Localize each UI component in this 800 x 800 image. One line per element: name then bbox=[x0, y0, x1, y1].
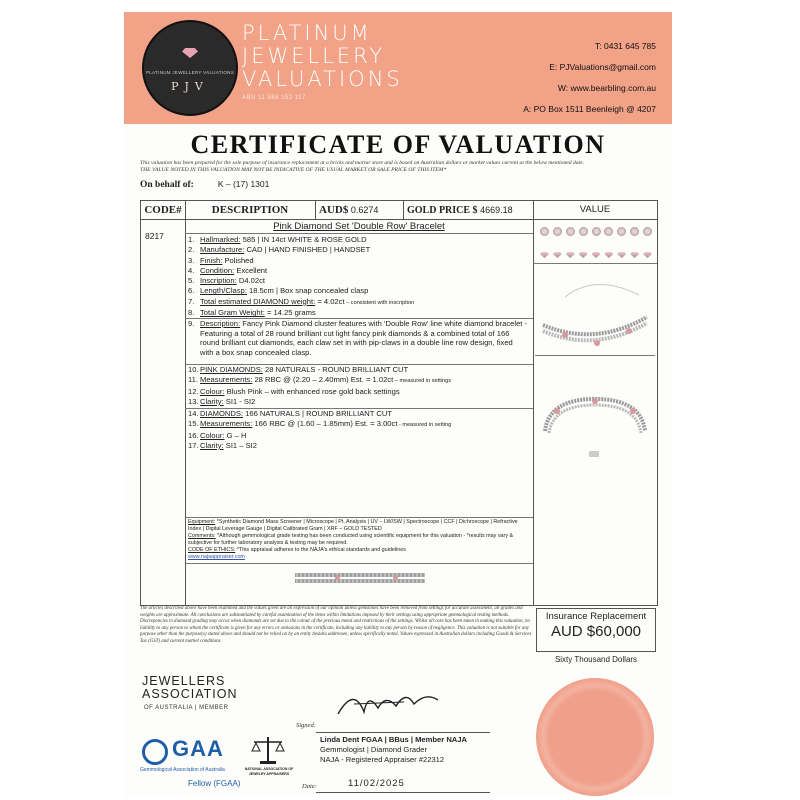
row-value: 585 | IN 14ct WHITE & ROSE GOLD bbox=[240, 235, 367, 244]
signer-details bbox=[320, 735, 467, 765]
certificate-page bbox=[124, 12, 672, 797]
detail-row bbox=[188, 235, 528, 245]
signer-name: Linda Dent FGAA | BBus | Member NAJA bbox=[320, 735, 467, 744]
on-behalf-of bbox=[140, 179, 269, 190]
row-key: PINK DIAMONDS: bbox=[200, 365, 263, 374]
row-number: 5. bbox=[188, 276, 195, 286]
row-key: Measurements: bbox=[200, 375, 253, 385]
gold-label: GOLD PRICE $ bbox=[407, 205, 478, 216]
row-note: – consistent with inscription bbox=[344, 299, 415, 306]
row-number: 11. bbox=[188, 375, 198, 385]
detail-row bbox=[188, 365, 528, 375]
diamond-icon bbox=[553, 252, 562, 258]
row-number: 17. bbox=[188, 440, 199, 450]
gaa-subtitle: Gemmological Association of Australia bbox=[140, 767, 225, 773]
row-value: 166 NATURALS | ROUND BRILLIANT CUT bbox=[243, 409, 393, 418]
phone: T: 0431 645 785 bbox=[595, 41, 656, 51]
diamond-icon bbox=[566, 252, 575, 258]
contact-details bbox=[523, 36, 656, 120]
intro-line: This valuation has been prepared for the sole purpose of insurance replacement at a bricks and mortar store and is based on Australian dollars or market values current at the below mentioned date. bbox=[140, 160, 584, 166]
ja-subtitle: OF AUSTRALIA | MEMBER bbox=[144, 705, 229, 711]
valuation-date: 11/02/2025 bbox=[348, 778, 405, 789]
row-value: 28 NATURALS - ROUND BRILLIANT CUT bbox=[262, 365, 409, 374]
item-title: Pink Diamond Set 'Double Row' Bracelet bbox=[273, 221, 445, 232]
diamond-icon bbox=[617, 252, 626, 258]
detail-row bbox=[188, 276, 528, 286]
row-key: DIAMONDS: bbox=[200, 409, 244, 418]
pjv-logo bbox=[142, 20, 238, 116]
row-number: 2. bbox=[188, 245, 195, 255]
row-number: 10. bbox=[188, 365, 199, 374]
row-number: 15. bbox=[188, 419, 199, 429]
header-banner bbox=[124, 12, 672, 124]
behalf-value: K – (17) 1301 bbox=[217, 179, 270, 189]
diamond-icon bbox=[592, 252, 601, 258]
ethics-key: CODE OF ETHICS: bbox=[188, 547, 236, 553]
row-key: Clarity: bbox=[200, 396, 224, 406]
signed-label: Signed: bbox=[296, 722, 316, 729]
pink-stone bbox=[335, 575, 340, 580]
row-key: Colour: bbox=[200, 430, 225, 440]
gaa-logo: GAA bbox=[172, 736, 224, 761]
round-stone-icon bbox=[630, 227, 639, 236]
detail-row bbox=[188, 319, 528, 358]
round-stone-icon bbox=[540, 227, 549, 236]
divider bbox=[185, 563, 533, 564]
row-value: 166 RBC @ (1.60 – 1.85mm) Est. = 3.00ct bbox=[252, 419, 398, 429]
pink-diamonds bbox=[188, 365, 528, 407]
bracelet-row bbox=[295, 579, 425, 583]
bracelet-image bbox=[535, 359, 655, 487]
round-swatches bbox=[540, 227, 652, 236]
aud-label: AUD$ bbox=[319, 204, 349, 216]
website: W: www.bearbling.com.au bbox=[557, 83, 656, 93]
detail-row bbox=[188, 441, 528, 451]
row-number: 4. bbox=[188, 265, 195, 275]
brand-line: JEWELLERY bbox=[242, 44, 386, 68]
row-value: = 14.25 grams bbox=[264, 308, 316, 318]
row-value: G – H bbox=[224, 430, 247, 440]
ja-line: JEWELLERS bbox=[142, 674, 226, 688]
diamond-icon bbox=[579, 252, 588, 258]
disclaimer-text: The articles described above have been examined and the values given are an expression of our opinion unless gemstones have been removed from settings for accurate assessment, all grades and weights are approximate. All conclusions are substantiated by careful examination of the items within limitations imposed by their settings using appropriate gemmological testing methods. Discrepancies in diamond grading may occur when diamonds are set due to the colour of the precious metal and restrictions of the settings. Whilst all care has been taken in making this valuation, no liability to any person to whom the certificate is given for any errors or omissions in the certificate, including any liability to any person by reason of negligence. This valuation is not suitable for any purpose other than the purpose(s) stated above and should not be relied on by an entity besides addressee, unless specifically noted. Values expressed in Australian dollars including Goods & Services Tax (GST) and current market conditions. bbox=[140, 606, 532, 644]
logo-initials: PJV bbox=[171, 80, 209, 93]
equipment-notes bbox=[188, 519, 530, 561]
bracelet-image bbox=[535, 267, 655, 355]
jewellers-association-logo bbox=[142, 675, 238, 701]
row-number: 14. bbox=[188, 409, 199, 418]
row-value: 18.5cm | Box snap concealed clasp bbox=[246, 286, 369, 296]
description-column bbox=[185, 219, 534, 605]
row-key: Inscription: bbox=[200, 276, 237, 286]
detail-row bbox=[188, 256, 528, 266]
side-swatches bbox=[540, 252, 652, 258]
logo-small-text: PLATINUM JEWELLERY VALUATIONS bbox=[145, 70, 235, 75]
pink-stone bbox=[393, 575, 398, 580]
row-key: Colour: bbox=[200, 386, 225, 396]
header-value: VALUE bbox=[533, 201, 657, 220]
intro-text bbox=[140, 160, 660, 174]
detail-row bbox=[188, 409, 528, 419]
scales-of-justice-icon bbox=[250, 735, 286, 765]
item-details bbox=[188, 235, 528, 318]
row-number: 9. bbox=[188, 319, 195, 328]
row-key: Condition: bbox=[200, 265, 235, 275]
row-number: 6. bbox=[188, 286, 195, 296]
row-value: CAD | HAND FINISHED | HANDSET bbox=[244, 245, 371, 255]
equipment bbox=[188, 519, 530, 533]
naja-subtitle: NATIONAL ASSOCIATION OF JEWELRY APPRAISERS bbox=[244, 767, 294, 776]
signer-registration: NAJA - Registered Appraiser #22312 bbox=[320, 755, 445, 764]
row-value: 28 RBC @ (2.20 – 2.40mm) Est. = 1.02ct bbox=[252, 375, 394, 385]
date-label: Date: bbox=[302, 783, 317, 790]
ethics-value: *This appraisal adheres to the NAJA's ethical standards and guidelines bbox=[235, 547, 406, 553]
bracelet-row bbox=[295, 573, 425, 577]
intro-line: THE VALUE NOTED IN THIS VALUATION MAY NOT BE INDICATIVE OF THE USUAL MARKET OR SALE PRICE OF THIS ITEM* bbox=[140, 167, 447, 173]
round-stone-icon bbox=[553, 227, 562, 236]
bracelet-photo-flat bbox=[295, 571, 425, 585]
page-title: CERTIFICATE OF VALUATION bbox=[190, 130, 606, 159]
comments-value: *Although gemmological grade testing has been conducted using scientific equipment for this valuation - *results may vary & subjective for further laboratory analysis & testing may be required. bbox=[188, 533, 514, 546]
address: A: PO Box 1511 Beenleigh @ 4207 bbox=[523, 104, 656, 114]
row-value: D4.02ct bbox=[236, 276, 266, 286]
email: E: PJValuations@gmail.com bbox=[549, 62, 656, 72]
gaa-emblem-icon bbox=[142, 739, 168, 765]
diamond-icon bbox=[182, 48, 198, 58]
row-key: Total estimated DIAMOND weight: bbox=[200, 296, 316, 306]
row-value: Excellent bbox=[234, 265, 268, 275]
row-key: Total Gram Weight: bbox=[200, 308, 265, 318]
row-number: 8. bbox=[188, 308, 195, 318]
row-key: Measurements: bbox=[200, 419, 253, 429]
header-description: DESCRIPTION bbox=[185, 201, 316, 220]
diamond-icon bbox=[630, 252, 639, 258]
detail-row bbox=[188, 308, 528, 318]
row-value: SI1 - SI2 bbox=[223, 396, 256, 406]
value-column bbox=[533, 219, 657, 605]
row-number: 3. bbox=[188, 255, 195, 265]
ja-line: ASSOCIATION bbox=[142, 687, 238, 701]
white-diamonds bbox=[188, 409, 528, 451]
row-key: Length/Clasp: bbox=[200, 286, 247, 296]
row-note: - measured in setting bbox=[397, 422, 452, 429]
insurance-label: Insurance Replacement bbox=[545, 611, 647, 622]
round-stone-icon bbox=[617, 227, 626, 236]
comments-key: Comments: bbox=[188, 533, 216, 539]
equipment-value: *Synthetic Diamond Mass Screener | Microscope | Pt. Analysis | UV – LW/SW | Spectroscope | CCF | Dichroscope | Refractive Index | Digital Leverage Gauge | Digital Calibrated Gram | XRF – GOLD TESTED bbox=[188, 519, 518, 532]
valuation-table bbox=[140, 200, 658, 606]
row-key: Clarity: bbox=[200, 440, 224, 450]
ethics bbox=[188, 547, 530, 554]
row-key: Description: bbox=[200, 319, 241, 328]
diamond-icon bbox=[604, 252, 613, 258]
row-number: 13. bbox=[188, 396, 199, 406]
row-value: Blush Pink – with enhanced rose gold back settings bbox=[224, 386, 400, 396]
detail-row bbox=[188, 375, 528, 386]
gold-value: 4669.18 bbox=[480, 205, 513, 215]
header-gold bbox=[403, 201, 534, 220]
row-key: Manufacture: bbox=[200, 245, 245, 255]
row-number: 1. bbox=[188, 235, 195, 244]
equipment-key: Equipment: bbox=[188, 519, 216, 525]
round-stone-icon bbox=[579, 227, 588, 236]
round-stone-icon bbox=[592, 227, 601, 236]
behalf-label: On behalf of: bbox=[140, 180, 194, 190]
date-line bbox=[316, 792, 490, 793]
round-stone-icon bbox=[604, 227, 613, 236]
insurance-words: Sixty Thousand Dollars bbox=[554, 655, 638, 664]
row-value: Fancy Pink Diamond cluster features with 'Double Row' line white diamond bracelet - Featuring a total of 28 round brilliant cut light fancy pink diamonds & a combined total of 166 round brilliant cut diamonds, each claw set in with pip-claws in a double line row design, fixed with a box snap concealed clasp. bbox=[200, 319, 528, 358]
detail-row bbox=[188, 245, 528, 255]
diamond-icon bbox=[643, 252, 652, 258]
signature-line bbox=[316, 732, 490, 733]
row-number: 12. bbox=[188, 386, 199, 396]
detail-row bbox=[188, 397, 528, 407]
detail-row bbox=[188, 266, 528, 276]
detail-row bbox=[188, 297, 528, 308]
signature bbox=[334, 682, 444, 722]
brand-line: PLATINUM bbox=[242, 21, 372, 45]
row-key: Finish: bbox=[200, 255, 223, 265]
bracelet-photo-1 bbox=[535, 267, 655, 356]
detail-row bbox=[188, 387, 528, 397]
embossed-seal bbox=[536, 678, 654, 796]
round-stone-icon bbox=[643, 227, 652, 236]
detail-row bbox=[188, 286, 528, 296]
aud-value: 0.6274 bbox=[350, 205, 379, 215]
abn-number: ABN 11 588 152 117 bbox=[242, 95, 306, 101]
row-value: Polished bbox=[222, 255, 254, 265]
row-note: – measured in settings bbox=[393, 378, 452, 385]
bracelet-photo-2 bbox=[535, 359, 655, 487]
row-value: = 4.02ct bbox=[315, 296, 345, 306]
brand-line: VALUATIONS bbox=[242, 67, 403, 91]
colour-chart bbox=[533, 219, 657, 264]
row-number: 7. bbox=[188, 296, 195, 306]
row-value: SI1 – SI2 bbox=[223, 440, 257, 450]
item-code: 8217 bbox=[145, 231, 164, 241]
divider bbox=[185, 517, 533, 518]
comments bbox=[188, 533, 530, 547]
detail-row bbox=[188, 419, 528, 430]
diamond-icon bbox=[540, 252, 549, 258]
signer-title: Gemmologist | Diamond Grader bbox=[320, 745, 428, 754]
code-column bbox=[141, 219, 186, 605]
divider bbox=[185, 233, 533, 234]
naja-link[interactable]: www.najaappraiser.com bbox=[188, 554, 245, 560]
row-number: 16. bbox=[188, 430, 199, 440]
insurance-box bbox=[536, 608, 656, 652]
brand-name bbox=[242, 22, 403, 91]
item-description bbox=[188, 319, 528, 358]
round-stone-icon bbox=[566, 227, 575, 236]
insurance-value: AUD $60,000 bbox=[550, 623, 642, 640]
detail-row bbox=[188, 431, 528, 441]
fellow-text: Fellow (FGAA) bbox=[188, 779, 241, 788]
header-code: CODE# bbox=[141, 201, 186, 220]
header-aud bbox=[315, 201, 404, 220]
row-key: Hallmarked: bbox=[200, 235, 241, 244]
